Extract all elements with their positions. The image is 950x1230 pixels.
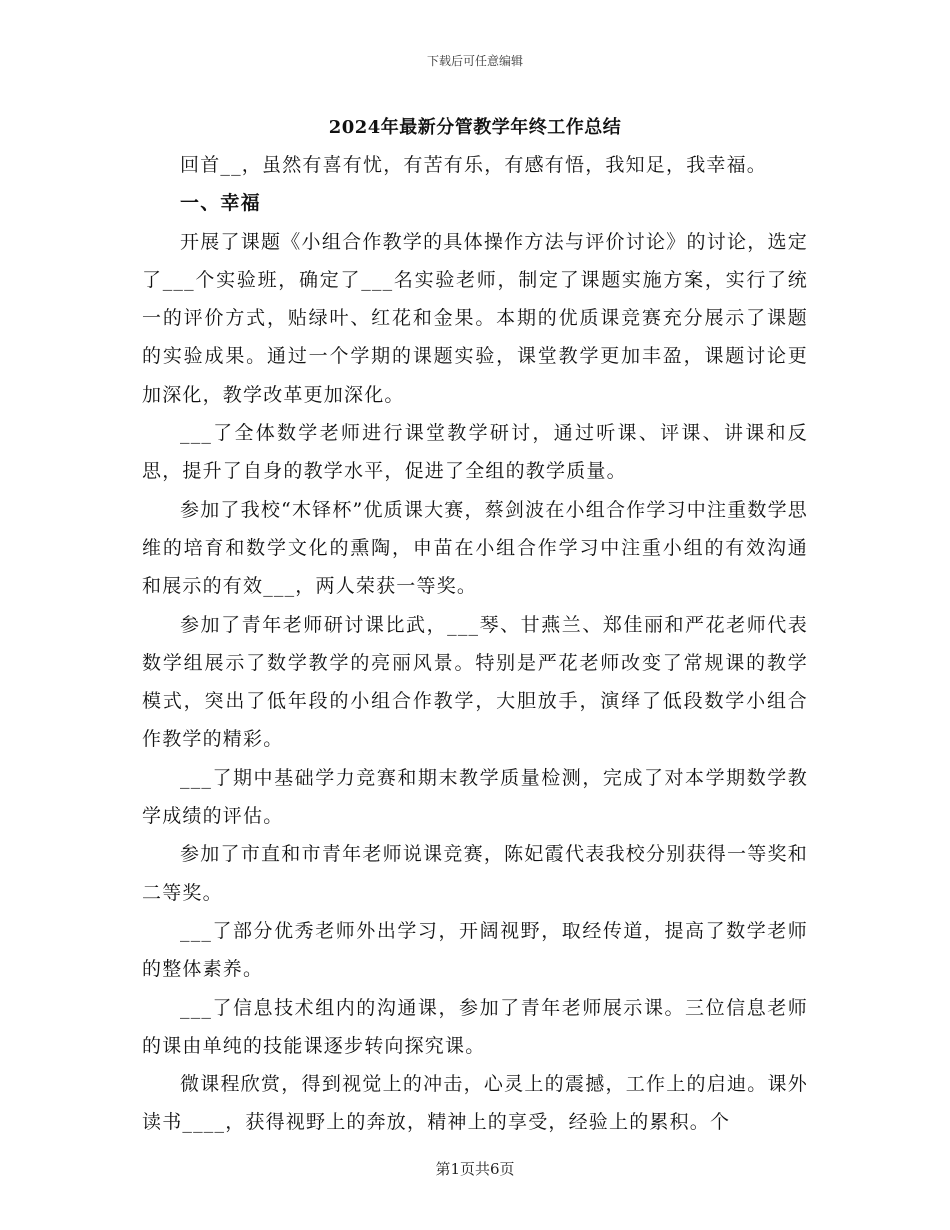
document-title: 2024年最新分管教学年终工作总结	[328, 117, 622, 138]
body-paragraph: ___了信息技术组内的沟通课，参加了青年老师展示课。三位信息老师的课由单纯的技能课逐步转向探究课。	[142, 996, 808, 1057]
body-paragraph: 微课程欣赏，得到视觉上的冲击，心灵上的震撼，工作上的启迪。课外读书____，获得视野上的奔放，精神上的享受，经验上的累积。个	[142, 1073, 808, 1134]
body-paragraph: 开展了课题《小组合作教学的具体操作方法与评价讨论》的讨论，选定了___个实验班，确定了___名实验老师，制定了课题实施方案，实行了统一的评价方式，贴绿叶、红花和金果。本期的优质课竞赛充分展示了课题的实验成果。通过一个学期的课题实验，课堂教学更加丰盈，课题讨论更加深化，教学改革更加深化。	[142, 230, 808, 406]
body-paragraph: 参加了青年老师研讨课比武，___琴、甘燕兰、郑佳丽和严花老师代表数学组展示了数学教学的亮丽风景。特别是严花老师改变了常规课的教学模式，突出了低年段的小组合作教学，大胆放手，演绎了低段数学小组合作教学的精彩。	[142, 613, 808, 751]
body-paragraph: ___了期中基础学力竞赛和期末教学质量检测，完成了对本学期数学教学成绩的评估。	[142, 766, 808, 828]
body-paragraph: 参加了我校“木铎杯”优质课大赛，蔡剑波在小组合作学习中注重数学思维的培育和数学文化的熏陶，申苗在小组合作学习中注重小组的有效沟通和展示的有效___，两人荣获一等奖。	[142, 498, 808, 598]
body-paragraph: 参加了市直和市青年老师说课竞赛，陈妃霞代表我校分别获得一等奖和二等奖。	[142, 843, 808, 904]
section-heading: 一、幸福	[180, 192, 261, 215]
body-paragraph: ___了部分优秀老师外出学习，开阔视野，取经传道，提高了数学老师的整体素养。	[142, 919, 808, 981]
intro-paragraph: 回首__，虽然有喜有忧，有苦有乐，有感有悟，我知足，我幸福。	[180, 154, 768, 176]
page-indicator: 第1页共6页	[435, 1160, 515, 1178]
body-paragraph: ___了全体数学老师进行课堂教学研讨，通过听课、评课、讲课和反思，提升了自身的教学水平，促进了全组的教学质量。	[142, 422, 808, 483]
download-note: 下载后可任意编辑	[426, 54, 523, 68]
document-body	[142, 146, 808, 1142]
